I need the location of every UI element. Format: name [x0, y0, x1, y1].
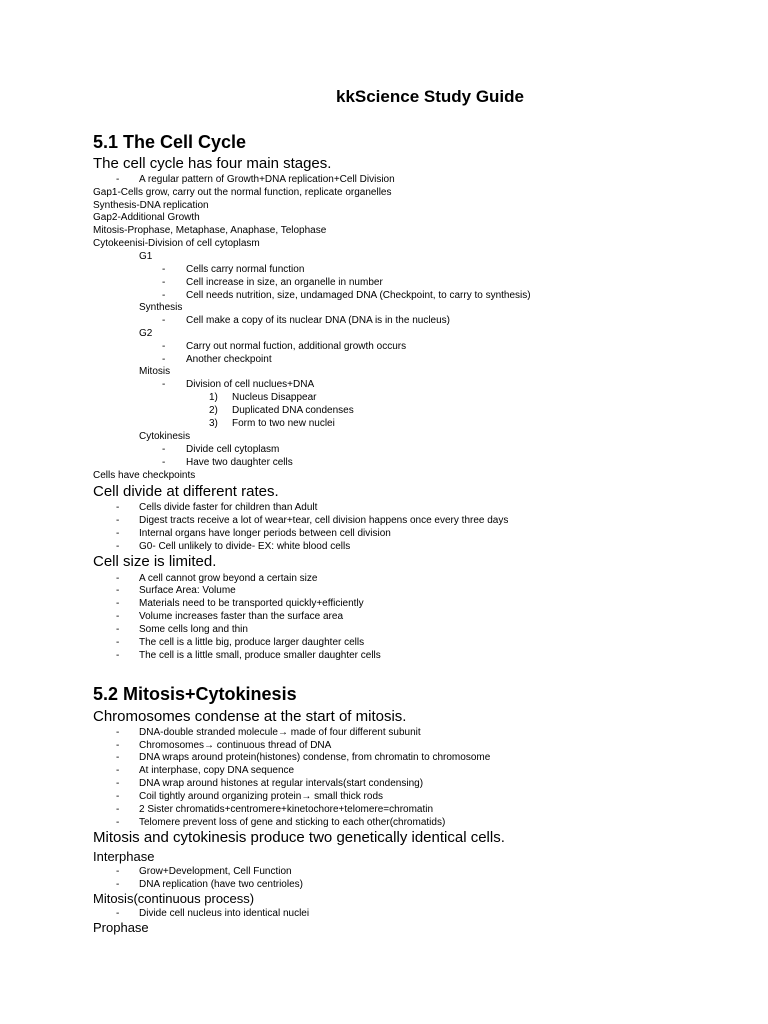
bullet-dash: - [116, 740, 120, 751]
text-line: Synthesis-DNA replication [93, 200, 209, 211]
bullet-text: The cell is a little small, produce smaller daughter cells [139, 650, 381, 661]
bullet-text: 2 Sister chromatids+centromere+kinetochore+telomere=chromatin [139, 804, 434, 815]
bullet-dash: - [116, 624, 120, 635]
text-line: Gap2-Additional Growth [93, 212, 200, 223]
bullet-text: DNA-double stranded molecule→ made of four different subunit [139, 727, 421, 738]
text-line: Cells have checkpoints [93, 470, 196, 481]
bullet-dash: - [162, 290, 166, 301]
bullet-dash: - [116, 817, 120, 828]
stage-label-g1: G1 [139, 251, 153, 262]
bullet-dash: - [116, 502, 120, 513]
subheading-rates: Cell divide at different rates. [93, 483, 279, 500]
bullet-dash: - [116, 791, 120, 802]
bullet-text: Cell make a copy of its nuclear DNA (DNA is in the nucleus) [186, 315, 450, 326]
bullet-text: G0- Cell unlikely to divide- EX: white blood cells [139, 541, 351, 552]
bullet-text: Grow+Development, Cell Function [139, 866, 292, 877]
bullet-dash: - [116, 778, 120, 789]
text-line: Mitosis-Prophase, Metaphase, Anaphase, Telophase [93, 225, 327, 236]
bullet-dash: - [116, 541, 120, 552]
numbered-item: Nucleus Disappear [232, 392, 317, 403]
bullet-dash: - [162, 457, 166, 468]
bullet-text: Coil tightly around organizing protein→ small thick rods [139, 791, 384, 802]
section-heading-5-2: 5.2 Mitosis+Cytokinesis [93, 684, 297, 704]
bullet-dash: - [116, 515, 120, 526]
bullet-dash: - [116, 804, 120, 815]
bullet-text: DNA wraps around protein(histones) condense, from chromatin to chromosome [139, 752, 491, 763]
bullet-dash: - [162, 315, 166, 326]
bullet-dash: - [116, 727, 120, 738]
subheading-chromosomes: Chromosomes condense at the start of mitosis. [93, 708, 407, 725]
text-line: Gap1-Cells grow, carry out the normal function, replicate organelles [93, 187, 392, 198]
subheading-four-stages: The cell cycle has four main stages. [93, 155, 332, 172]
bullet-dash: - [116, 598, 120, 609]
bullet-dash: - [116, 650, 120, 661]
bullet-dash: - [116, 765, 120, 776]
phase-label-interphase: Interphase [93, 849, 155, 864]
bullet-text: Cells carry normal function [186, 264, 305, 275]
bullet-dash: - [162, 341, 166, 352]
stage-label-g2: G2 [139, 328, 153, 339]
bullet-text: Chromosomes→ continuous thread of DNA [139, 740, 332, 751]
bullet-text: Materials need to be transported quickly+efficiently [139, 598, 364, 609]
bullet-text: Divide cell cytoplasm [186, 444, 280, 455]
bullet-text: Cells divide faster for children than Adult [139, 502, 318, 513]
list-number: 1) [209, 392, 218, 403]
bullet-text: A regular pattern of Growth+DNA replication+Cell Division [139, 174, 395, 185]
bullet-dash: - [116, 174, 120, 185]
bullet-text: Divide cell nucleus into identical nuclei [139, 908, 310, 919]
numbered-item: Form to two new nuclei [232, 418, 335, 429]
bullet-dash: - [162, 379, 166, 390]
bullet-text: Surface Area: Volume [139, 585, 236, 596]
bullet-dash: - [162, 354, 166, 365]
section-heading-5-1: 5.1 The Cell Cycle [93, 132, 247, 152]
bullet-text: Telomere prevent loss of gene and sticking to each other(chromatids) [139, 817, 446, 828]
bullet-text: Cell needs nutrition, size, undamaged DNA (Checkpoint, to carry to synthesis) [186, 290, 531, 301]
subheading-size: Cell size is limited. [93, 553, 217, 570]
bullet-text: Some cells long and thin [139, 624, 248, 635]
bullet-dash: - [162, 277, 166, 288]
text-line: Cytokeenisi-Division of cell cytoplasm [93, 238, 260, 249]
bullet-dash: - [116, 585, 120, 596]
bullet-dash: - [116, 866, 120, 877]
subheading-mitosis-cytokinesis: Mitosis and cytokinesis produce two genetically identical cells. [93, 829, 505, 846]
bullet-text: Carry out normal fuction, additional growth occurs [186, 341, 407, 352]
bullet-text: Have two daughter cells [186, 457, 293, 468]
stage-label-mitosis: Mitosis [139, 366, 171, 377]
bullet-text: Volume increases faster than the surface area [139, 611, 344, 622]
list-number: 3) [209, 418, 218, 429]
bullet-dash: - [116, 908, 120, 919]
bullet-dash: - [116, 637, 120, 648]
phase-label-mitosis: Mitosis(continuous process) [93, 891, 255, 906]
bullet-text: Internal organs have longer periods between cell division [139, 528, 391, 539]
bullet-dash: - [116, 611, 120, 622]
bullet-text: The cell is a little big, produce larger daughter cells [139, 637, 365, 648]
bullet-text: Cell increase in size, an organelle in number [186, 277, 383, 288]
stage-label-synthesis: Synthesis [139, 302, 183, 313]
bullet-text: Division of cell nuclues+DNA [186, 379, 315, 390]
bullet-text: DNA replication (have two centrioles) [139, 879, 303, 890]
bullet-dash: - [116, 573, 120, 584]
numbered-item: Duplicated DNA condenses [232, 405, 354, 416]
bullet-dash: - [162, 444, 166, 455]
bullet-text: Another checkpoint [186, 354, 272, 365]
page-title: kkScience Study Guide [335, 87, 524, 106]
bullet-dash: - [116, 752, 120, 763]
bullet-dash: - [162, 264, 166, 275]
bullet-dash: - [116, 879, 120, 890]
bullet-text: At interphase, copy DNA sequence [139, 765, 295, 776]
phase-label-prophase: Prophase [93, 920, 149, 935]
stage-label-cytokinesis: Cytokinesis [139, 431, 191, 442]
bullet-text: A cell cannot grow beyond a certain size [139, 573, 318, 584]
list-number: 2) [209, 405, 218, 416]
bullet-text: Digest tracts receive a lot of wear+tear, cell division happens once every three days [139, 515, 509, 526]
bullet-text: DNA wrap around histones at regular intervals(start condensing) [139, 778, 424, 789]
bullet-dash: - [116, 528, 120, 539]
